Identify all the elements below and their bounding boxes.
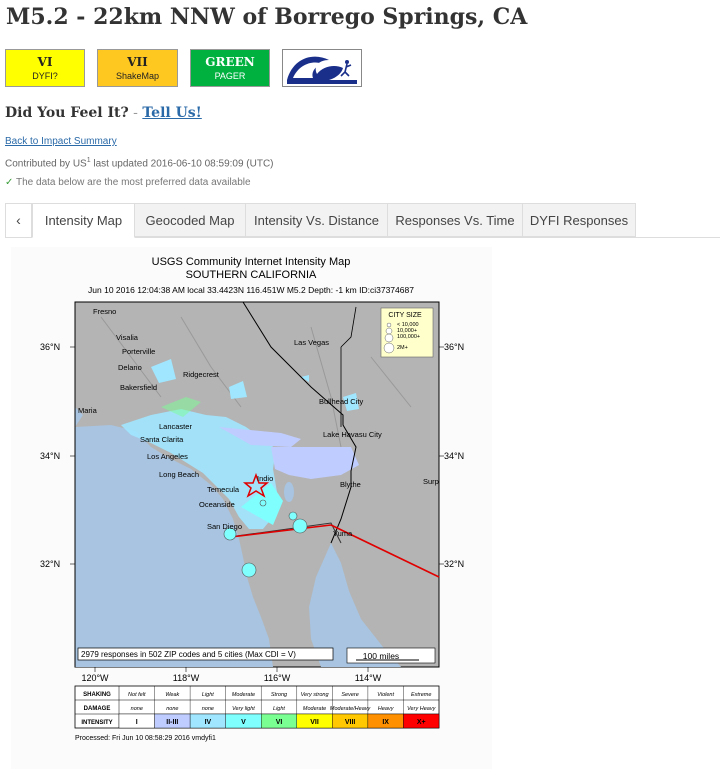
shaking-cell: Strong [270, 692, 288, 698]
tab-bar [5, 203, 720, 238]
lon-label: 118°W [172, 673, 200, 683]
dyfi-badge-value: VI [37, 55, 53, 69]
intensity-cell: VI [275, 719, 283, 726]
dyfi-badge-label: DYFI? [32, 71, 58, 81]
shaking-cell: Extreme [410, 692, 432, 698]
city-label: Las Vegas [294, 338, 330, 347]
shaking-cell: Very strong [300, 692, 329, 698]
lon-label: 114°W [354, 673, 382, 683]
lat-label: 36°N [40, 342, 61, 352]
shaking-cell: Violent [377, 692, 395, 698]
intensity-cell: X+ [416, 719, 426, 726]
lat-label: 32°N [40, 559, 61, 569]
city-label: Lancaster [159, 422, 192, 431]
scale-bar-label: 100 miles [362, 651, 400, 661]
lat-label-right: 36°N [444, 342, 465, 352]
processed-timestamp: Processed: Fri Jun 10 08:58:29 2016 vmdyfi1 [75, 735, 216, 742]
shakemap-badge-value: VII [127, 55, 148, 69]
page-title: M5.2 - 22km NNW of Borrego Springs, CA [6, 4, 528, 30]
intensity-scale-table [75, 686, 439, 728]
responses-summary: 2979 responses in 502 ZIP codes and 5 cities (Max CDI = V) [81, 650, 296, 659]
pager-badge[interactable] [190, 49, 270, 87]
city-label: Bakersfield [120, 383, 158, 392]
lon-label: 120°W [81, 673, 109, 683]
city-label: Maria [78, 406, 97, 415]
tsunami-wave-icon [283, 50, 361, 86]
city-size-legend-item: < 10,000 [397, 322, 419, 328]
intensity-cell: II-III [166, 719, 179, 726]
pager-badge-value: GREEN [205, 55, 255, 69]
intensity-cell: VIII [344, 719, 356, 726]
intensity-cell: VII [310, 719, 319, 726]
dyfi-heading: Did You Feel It? [5, 105, 129, 121]
dyfi-dash: - [128, 105, 143, 121]
preferred-data-note [5, 177, 251, 188]
city-size-legend-item: 100,000+ [397, 334, 421, 340]
tab-intensity-map[interactable]: Intensity Map [32, 203, 135, 238]
damage-cell: Light [273, 706, 285, 712]
city-label: Visalia [116, 333, 138, 342]
city-label: San Diego [207, 522, 243, 531]
city-label: Lake Havasu City [323, 430, 382, 439]
shaking-cell: Severe [341, 692, 359, 698]
pager-badge-label: PAGER [214, 71, 246, 81]
last-updated-text: last updated 2016-06-10 08:59:09 (UTC) [90, 158, 274, 170]
contributor-info [5, 157, 274, 169]
chevron-left-icon: ‹ [16, 212, 21, 228]
intensity-cell: I [135, 719, 138, 726]
lon-label: 116°W [263, 673, 291, 683]
intensity-cell: V [241, 719, 246, 726]
preferred-text: The data below are the most preferred data available [16, 177, 251, 188]
city-label: Delano [118, 363, 142, 372]
damage-cell: none [201, 706, 215, 712]
city-label: Temecula [207, 485, 240, 494]
contributor-sup[interactable]: 1 [86, 157, 91, 164]
intensity-cell: IV [204, 719, 212, 726]
damage-cell: Very Heavy [407, 706, 436, 712]
city-size-legend-title: CITY SIZE [388, 312, 422, 319]
city-size-legend-item: 10,000+ [397, 328, 418, 334]
map-title: USGS Community Internet Intensity Map [151, 256, 351, 268]
shaking-row-label: SHAKING [83, 692, 111, 698]
damage-cell: Moderate/Heavy [329, 706, 371, 712]
city-label: Los Angeles [147, 452, 188, 461]
tab-intensity-vs-distance[interactable]: Intensity Vs. Distance [246, 203, 388, 237]
lat-label-right: 34°N [444, 451, 465, 461]
shaking-cell: Light [201, 692, 214, 698]
intensity-map-image [11, 247, 492, 769]
tab-geocoded-map[interactable]: Geocoded Map [135, 203, 246, 237]
back-to-impact-summary-link[interactable]: Back to Impact Summary [5, 136, 117, 147]
city-size-legend-item: 2M+ [397, 345, 408, 351]
tab-responses-vs-time[interactable]: Responses Vs. Time [388, 203, 523, 237]
map-plot [75, 302, 439, 667]
shaking-cell: Moderate [231, 692, 256, 698]
city-label: Surp [423, 477, 439, 486]
shaking-cell: Not felt [128, 692, 146, 698]
shakemap-badge[interactable] [97, 49, 178, 87]
city-label: Fresno [93, 307, 117, 316]
contributor-text: Contributed by US [5, 158, 87, 170]
tab-scroll-back-button[interactable] [5, 203, 32, 237]
checkmark-icon: ✓ [5, 177, 14, 188]
city-label: Long Beach [159, 470, 200, 479]
shakemap-badge-label: ShakeMap [115, 71, 160, 81]
damage-cell: Moderate [302, 706, 327, 712]
tab-dyfi-responses[interactable]: DYFI Responses [523, 203, 636, 237]
damage-cell: none [166, 706, 179, 712]
city-label: Porterville [122, 347, 156, 356]
city-label: Blythe [340, 480, 361, 489]
tsunami-badge[interactable] [282, 49, 362, 87]
lat-label-right: 32°N [444, 559, 465, 569]
map-subtitle: Jun 10 2016 12:04:38 AM local 33.4423N 116.451W M5.2 Depth: -1 km ID:ci37374687 [88, 285, 414, 295]
map-region: SOUTHERN CALIFORNIA [185, 269, 317, 281]
damage-cell: Very light [232, 706, 255, 712]
city-label: Bullhead City [319, 397, 364, 406]
damage-cell: Heavy [377, 706, 394, 712]
damage-row-label: DAMAGE [83, 706, 111, 712]
city-label: Yuma [333, 529, 353, 538]
intensity-row-label: INTENSITY [81, 720, 113, 726]
city-label: Indio [257, 474, 274, 483]
city-label: Ridgecrest [183, 370, 219, 379]
lat-label: 34°N [40, 451, 61, 461]
tell-us-link[interactable]: Tell Us! [142, 105, 202, 121]
intensity-cell: IX [382, 719, 389, 726]
dyfi-badge[interactable] [5, 49, 85, 87]
city-label: Santa Clarita [140, 435, 184, 444]
shaking-cell: Weak [165, 692, 180, 698]
dyfi-prompt [5, 105, 202, 121]
damage-cell: none [130, 706, 143, 712]
city-label: Oceanside [199, 500, 235, 509]
